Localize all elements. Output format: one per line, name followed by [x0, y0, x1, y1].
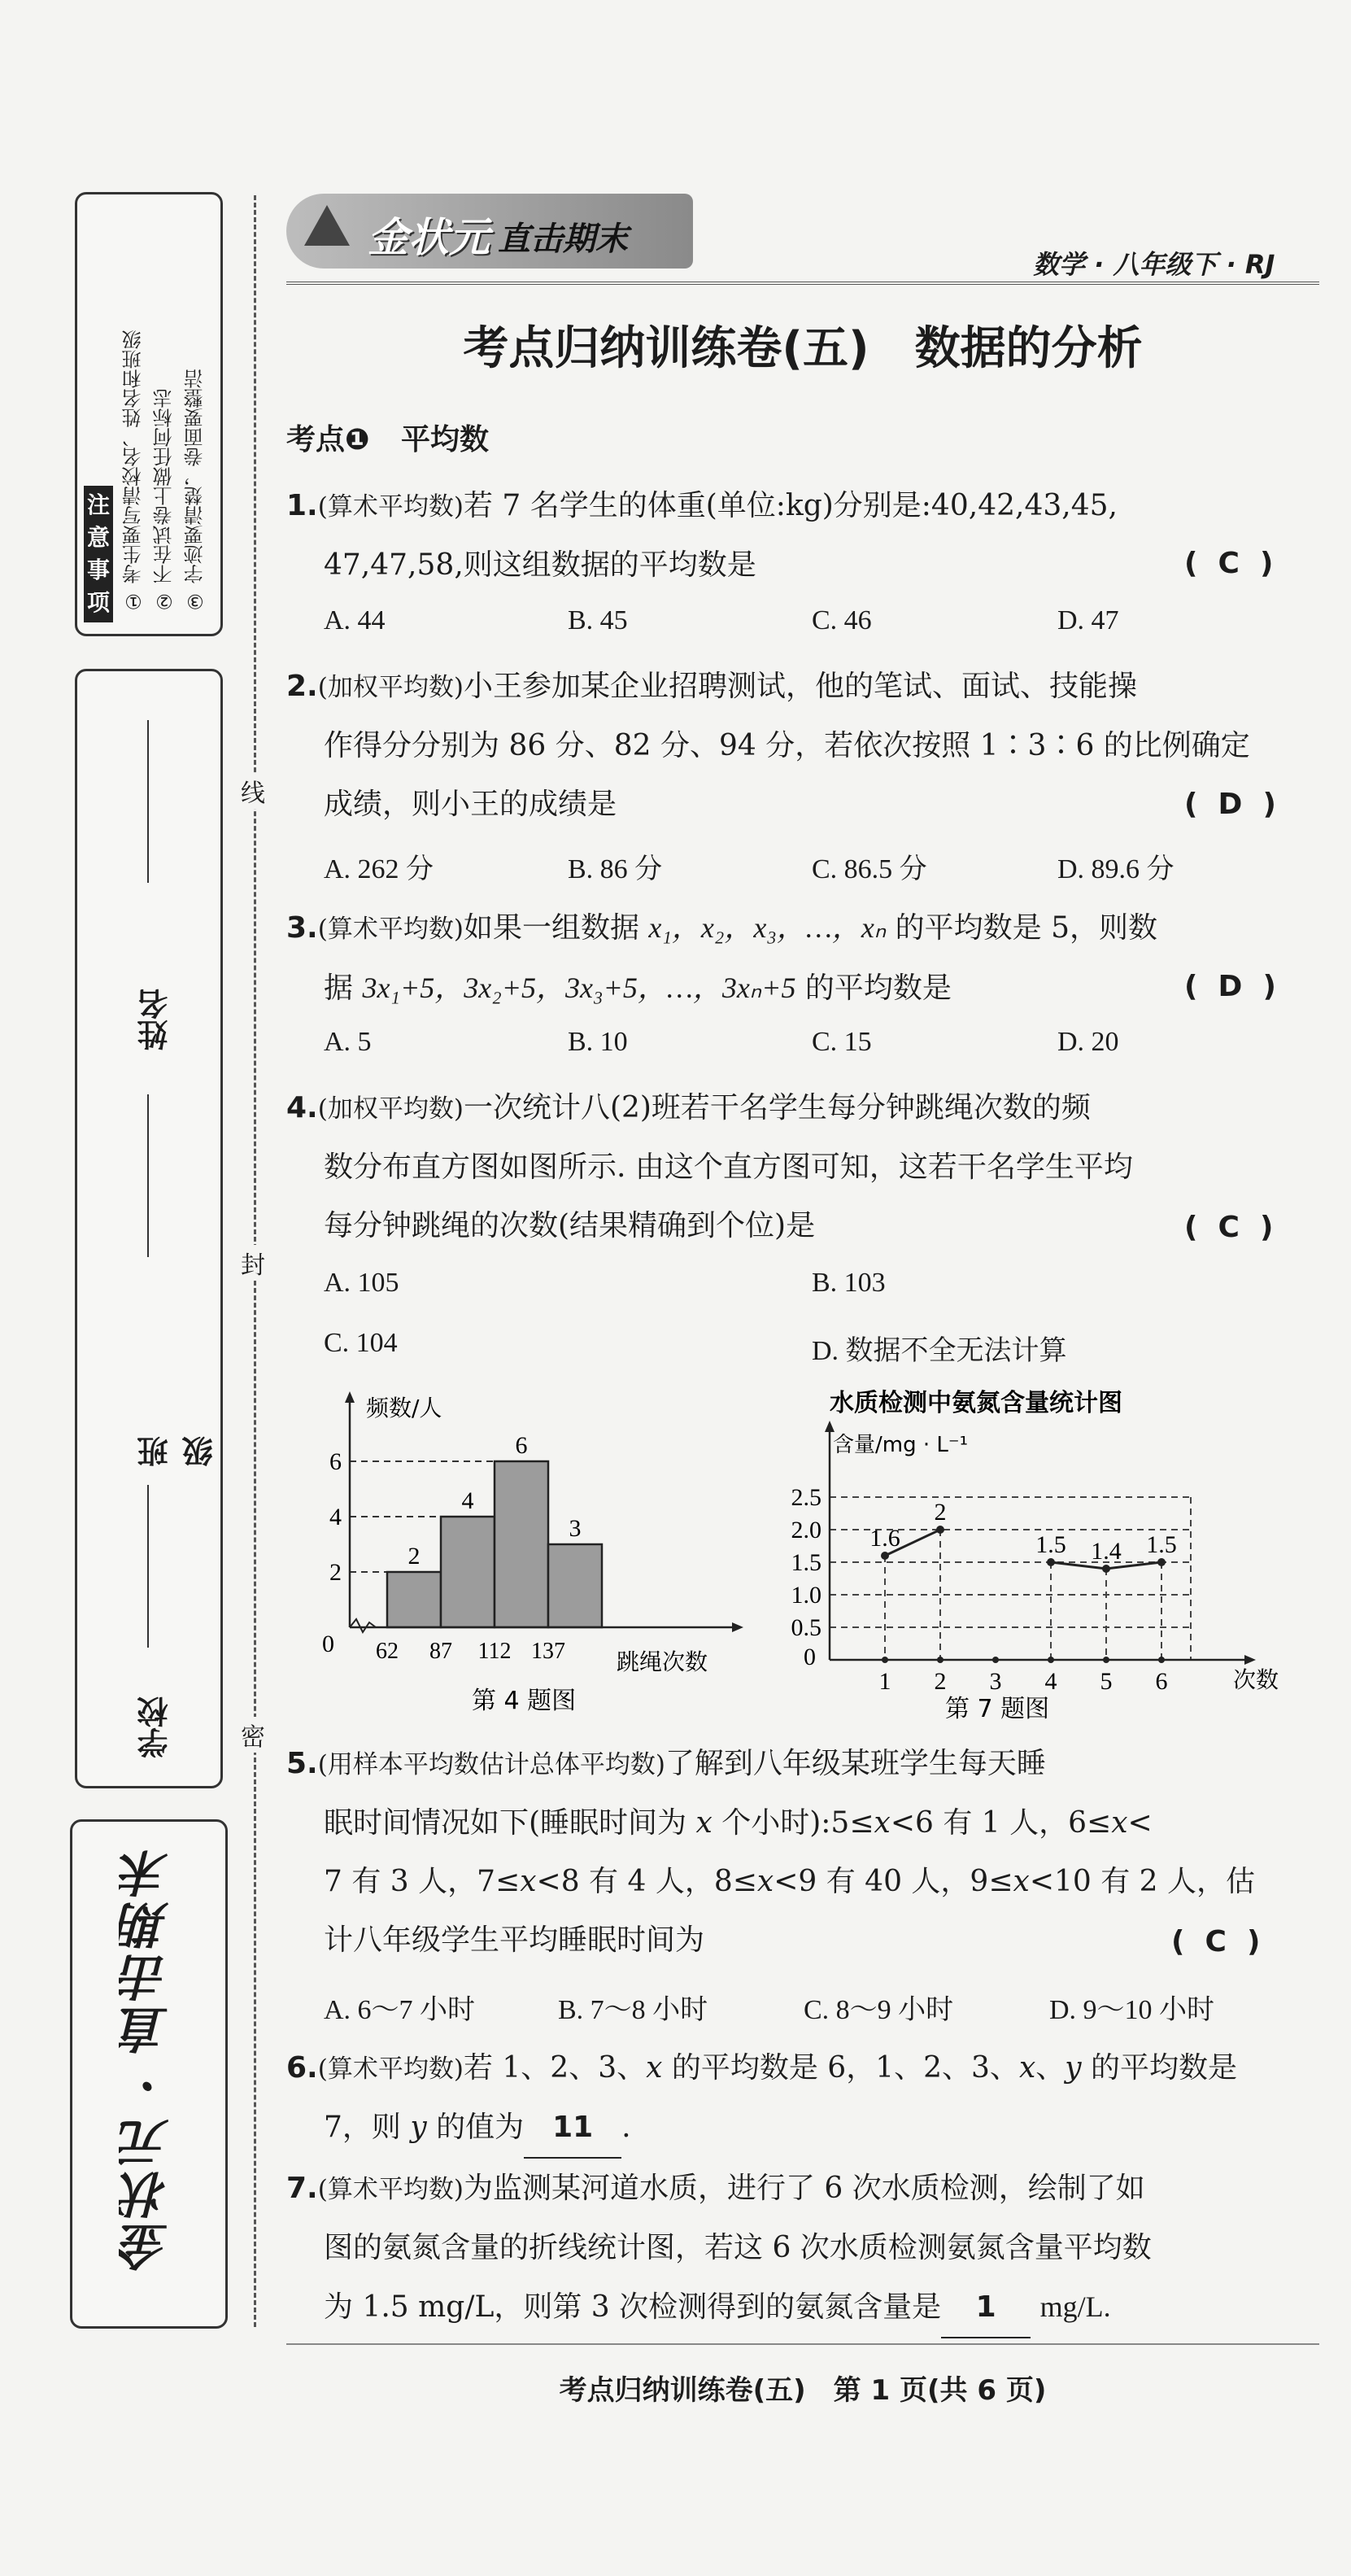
q4-option-a[interactable]: A. 105: [324, 1268, 399, 1298]
name-field[interactable]: [124, 720, 173, 1062]
line-point: [1047, 1558, 1055, 1566]
line-y-arrow: [825, 1421, 835, 1432]
line-point: [881, 1552, 889, 1560]
q3-option-d[interactable]: D. 20: [1057, 1027, 1119, 1057]
q4-option-b[interactable]: B. 103: [812, 1268, 886, 1298]
line-chart-caption: 第 7 题图: [945, 1695, 1050, 1723]
ship-logo-icon: [304, 205, 350, 246]
axis-break-icon: [350, 1619, 376, 1632]
line-xtick: 3: [989, 1668, 1002, 1695]
page-footer: 考点归纳训练卷(五) 第 1 页(共 6 页): [559, 2374, 1047, 2407]
hist-bar: [387, 1572, 441, 1627]
q1-option-b[interactable]: B. 45: [568, 605, 628, 635]
seal-mark-seal: 封: [241, 1245, 265, 1281]
data-list: x₁，x₂，x₃，…，xₙ: [648, 911, 887, 944]
q5-option-a[interactable]: A. 6～7 小时: [324, 1995, 476, 2025]
notes-list: [118, 206, 211, 613]
line-chart-title: 水质检测中氨氮含量统计图: [830, 1389, 1122, 1417]
line-xtick: 1: [878, 1668, 891, 1695]
hist-bar-value: 3: [569, 1515, 582, 1542]
transformed-list: 3x₁+5，3x₂+5，3x₃+5，…，3xₙ+5: [362, 971, 796, 1004]
line-point-label: 1.5: [1146, 1531, 1177, 1558]
hist-bar-value: 2: [407, 1543, 421, 1570]
q4-option-d[interactable]: D. 数据不全无法计算: [812, 1336, 1067, 1366]
line-ytick: 0.5: [791, 1614, 821, 1641]
hist-ylabel: 频数/人: [366, 1395, 442, 1421]
header-rule: [286, 282, 1319, 285]
brand-vertical: 金状元 · 直击期末: [120, 1846, 177, 2272]
note-1: ① 考生要写清校名、姓名和班级: [122, 330, 145, 613]
school-field[interactable]: [124, 1485, 173, 1778]
footer-rule: [286, 2343, 1319, 2345]
q2-option-a[interactable]: A. 262 分: [324, 854, 434, 884]
line-point: [1102, 1565, 1110, 1573]
line-point-label: 1.6: [869, 1525, 900, 1552]
hist-xtick: 112: [477, 1639, 512, 1664]
line-point: [936, 1526, 944, 1534]
hist-origin: 0: [322, 1631, 334, 1657]
q5-option-c[interactable]: C. 8～9 小时: [804, 1995, 954, 2025]
note-2: ② 不在试卷上做任何标志: [153, 388, 176, 613]
hist-ytick: 2: [329, 1559, 342, 1586]
section-badge: 考点❶: [286, 423, 370, 456]
student-info-box: [75, 669, 223, 1788]
seal-mark-secret: 密: [241, 1717, 265, 1753]
line-chart: [765, 1383, 1285, 1741]
hist-bar-value: 4: [461, 1487, 474, 1514]
question-6: 6.(算术平均数)若 1、2、3、x 的平均数是 6，1、2、3、x、y 的平均数是 7，则 y 的值为 11 .: [286, 2039, 1319, 2159]
q2-option-d[interactable]: D. 89.6 分: [1057, 854, 1174, 884]
header-subject: 数学 · 八年级下 · RJ: [1033, 249, 1275, 280]
line-xtick: 6: [1155, 1668, 1168, 1695]
line-xtick: 5: [1100, 1668, 1113, 1695]
notes-title: 注 意 事 项: [84, 486, 113, 622]
question-2: 2.(加权平均数)小王参加某企业招聘测试，他的笔试、面试、技能操 作得分分别为 86 分、82 分、94 分，若依次按照 1∶3∶6 的比例确定 成绩，则小王的成绩是: [286, 670, 1250, 821]
class-field[interactable]: [124, 1094, 218, 1467]
line-point-label: 1.5: [1035, 1531, 1066, 1558]
q1-option-a[interactable]: A. 44: [324, 605, 386, 635]
line-chart-xlabel: 次数: [1233, 1666, 1279, 1693]
line-chart-origin: 0: [804, 1644, 816, 1670]
question-7: 7.(算术平均数)为监测某河道水质，进行了 6 次水质检测，绘制了如 图的氨氮含量的折线统计图，若这 6 次水质检测氨氮含量平均数 为 1.5 mg/L，则第 3 次检测得到的氨氮含量是 1 mg/L.: [286, 2159, 1319, 2338]
answer-1: ( C ): [1184, 547, 1274, 580]
answer-3: ( D ): [1184, 970, 1276, 1003]
answer-6-blank[interactable]: 11: [524, 2098, 621, 2159]
q1-option-c[interactable]: C. 46: [812, 605, 872, 635]
answer-2: ( D ): [1184, 788, 1276, 821]
hist-xtick: 62: [376, 1639, 399, 1664]
hist-xtick: 137: [531, 1639, 565, 1664]
q1-option-d[interactable]: D. 47: [1057, 605, 1119, 635]
answer-7-blank[interactable]: 1: [941, 2278, 1031, 2338]
header-banner: [286, 194, 693, 269]
brand-vertical-box: [70, 1819, 228, 2329]
school-label: 学校: [137, 1696, 173, 1758]
line-chart-ylabel: 含量/mg · L⁻¹: [833, 1433, 969, 1457]
hist-ytick: 6: [329, 1448, 342, 1475]
hist-bar: [548, 1544, 602, 1627]
question-3: 3.(算术平均数)如果一组数据 x₁，x₂，x₃，…，xₙ 的平均数是 5，则数 据 3x₁+5，3x₂+5，3x₃+5，…，3xₙ+5 的平均数是: [286, 911, 1158, 1005]
section-title: 平均数: [401, 423, 490, 456]
hist-ytick: 4: [329, 1504, 342, 1530]
q5-option-b[interactable]: B. 7～8 小时: [558, 1995, 708, 2025]
answer-4: ( C ): [1184, 1211, 1274, 1244]
q2-option-c[interactable]: C. 86.5 分: [812, 854, 927, 884]
question-4: 4.(加权平均数)一次统计八(2)班若干名学生每分钟跳绳次数的频 数分布直方图如图所示. 由这个直方图可知，这若干名学生平均 每分钟跳绳的次数(结果精确到个位)是: [286, 1091, 1133, 1242]
line-ytick: 2.0: [791, 1517, 821, 1543]
line-xtick: 2: [934, 1668, 947, 1695]
line-ytick: 1.0: [791, 1582, 821, 1609]
q4-option-c[interactable]: C. 104: [324, 1328, 398, 1358]
hist-xtick: 87: [429, 1639, 452, 1664]
hist-y-arrow: [345, 1391, 355, 1403]
q3-option-a[interactable]: A. 5: [324, 1027, 372, 1057]
line-ytick: 2.5: [791, 1484, 821, 1511]
hist-bar-value: 6: [515, 1432, 528, 1459]
histogram-chart: [309, 1383, 748, 1725]
name-label: 姓名: [137, 989, 173, 1050]
header-slogan: 直击期末: [498, 220, 628, 258]
answer-5: ( C ): [1171, 1925, 1261, 1958]
line-point: [1157, 1558, 1166, 1566]
header-brand: 金状元: [368, 213, 490, 261]
hist-bar: [495, 1461, 548, 1627]
seal-mark-line: 线: [241, 773, 265, 809]
line-ytick: 1.5: [791, 1549, 821, 1576]
notes-box: [75, 192, 223, 636]
q3-option-c[interactable]: C. 15: [812, 1027, 872, 1057]
line-point-label: 1.4: [1091, 1538, 1122, 1565]
page-title: 考点归纳训练卷(五) 数据的分析: [463, 322, 1143, 375]
line-x-arrow: [1244, 1655, 1256, 1665]
class-label: 班级: [137, 1436, 218, 1467]
hist-bar: [441, 1517, 495, 1627]
line-xtick: 4: [1044, 1668, 1057, 1695]
hist-xlabel: 跳绳次数: [617, 1648, 708, 1675]
section-header: [286, 417, 489, 458]
q5-option-d[interactable]: D. 9～10 小时: [1049, 1995, 1215, 2025]
hist-caption: 第 4 题图: [472, 1687, 577, 1715]
q3-option-b[interactable]: B. 10: [568, 1027, 628, 1057]
question-1: 1.(算术平均数)若 7 名学生的体重(单位:kg)分别是:40,42,43,45, 47,47,58,则这组数据的平均数是: [286, 489, 1118, 582]
line-point-label: 2: [934, 1499, 947, 1526]
note-3: ③ 字迹要清楚，卷面要整洁: [184, 369, 207, 613]
question-5: 5.(用样本平均数估计总体平均数)了解到八年级某班学生每天睡 眠时间情况如下(睡眠时间为 x 个小时):5≤x<6 有 1 人，6≤x< 7 有 3 人，7≤x<8 有 4 人，8≤x<9 有 40 人，9≤x<10 有 2 人，估 计八年级学生平均睡眠时间为: [286, 1747, 1256, 1957]
q2-option-b[interactable]: B. 86 分: [568, 854, 663, 884]
hist-x-arrow: [732, 1622, 743, 1632]
